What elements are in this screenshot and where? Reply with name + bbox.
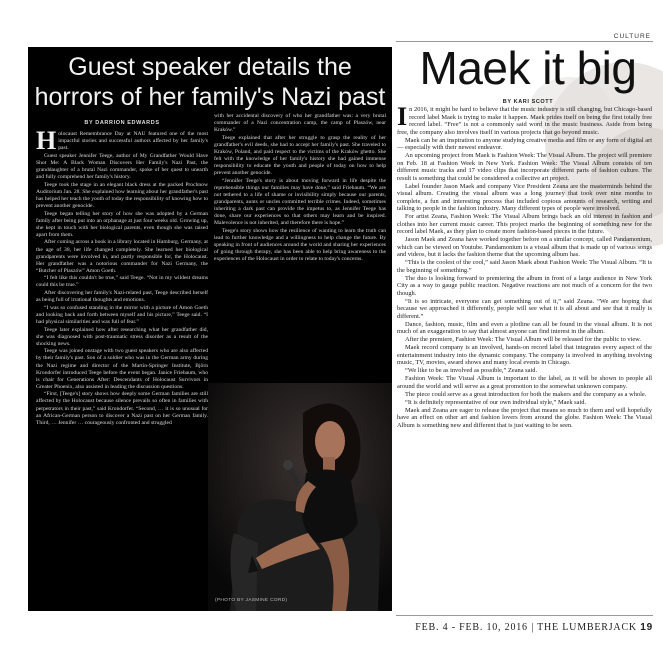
left-paragraph: Teege took the stage in an elegant black dress at the packed Prochnow Auditorium Jan. 28. She explained how learning about her grandfather's past has helped her teach the youth of today the responsibility of knowing how to prevent another genocide. <box>36 181 208 209</box>
right-paragraph: In 2016, it might be hard to believe that the music industry is still changing, but Chicago-based record label Maek is trying to make it happen. Maek prides itself on being the first totally free record label. “Free” is not a commonly said word in the music business. Aside from being free, the company also involves itself in various projects that go beyond music. <box>397 106 652 136</box>
page-footer <box>396 622 653 633</box>
right-paragraph: “We like to be as involved as possible,” Zeana said. <box>405 367 538 374</box>
right-paragraph: Maek record company is an involved, hands-on record label that integrates every aspect of the entertainment industry into the dynamic company. The company is involved in anything involving music, TV, movies, award shows and many local events in Chicago. <box>397 344 652 366</box>
left-paragraph: Teege began telling her story of how she was adopted by a German family after being put into an orphanage at just four weeks old. Growing up, she kept in touch with her biological parents, even though she was raised apart from them. <box>36 210 208 238</box>
right-paragraph: Label founder Jason Maek and company Vice President Zeana are the masterminds behind the visual album. Creating the visual album was a long journey that took over nine months to complete, a fun and interesting process that included copious amounts of research, writing and talking to people in the fashion industry. Many different types of people were involved. <box>397 182 652 212</box>
left-paragraph: “I felt like this couldn't be true,” said Teege. “Not in my wildest dreams could this be true.” <box>36 275 208 289</box>
right-paragraph: “This is the coolest of the cool,” said Jason Maek about Fashion Week: The Visual Album. “It is the beginning of something.” <box>397 259 652 274</box>
left-paragraph: Teege's story shows how the resilience of wanting to learn the truth can lead to further knowledge and a willingness to help change the future. By speaking in front of audiences around the world and sharing her experiences of going through therapy, she has been able to help bring awareness to the experiences of the Holocaust in order to relate to today's concerns. <box>214 228 386 263</box>
right-paragraph: “It is definitely representative of our own individual style,” Maek said. <box>405 398 587 406</box>
left-paragraph: Guest speaker Jennifer Teege, author of My Grandfather Would Have Shot Me: A Black Woman Discovers Her Family's Nazi Past, the granddaughter of a brutal Nazi commander, spoke of her quest to unearth and fully comprehend her family's history. <box>36 152 208 181</box>
left-paragraph: “First, [Teege's] story shows how deeply some German families are still affected by the Holocaust because silence prevails so often in families with perpetrators in their past,” said Krondorfer. “Second, … it is so unusual for an African-German person to discover a Nazi past on her German family. Third, … Jennifer … courageously confronted and struggled <box>36 391 208 426</box>
right-column <box>397 106 652 622</box>
left-paragraph: Teege explained that after her struggle to grasp the reality of her grandfather's evil deeds, she had to accept her family's past. She traveled to Kraków, Poland, and paid respect to the victims of the Kraków ghetto. She felt with the knowledge of her family's history she had gained immense responsibility to educate the youth and people of today on how to help prevent another genocide. <box>214 134 386 177</box>
right-paragraph: The piece could serve as a great introduction for both the makers and the company as a whole. <box>405 390 647 398</box>
right-byline: BY KARI SCOTT <box>502 99 554 105</box>
left-paragraph: “I was so confused standing in the mirror with a picture of Amon Goeth and looking back and forth between myself and his picture,” Teege said. “I had physical similarities and was full of fear.” <box>36 304 208 325</box>
footer-rule <box>396 615 653 616</box>
right-headline: Maek it big <box>419 42 637 94</box>
left-paragraph: with her accidental discovery of who her grandfather was: a very brutal commander of a Nazi concentration camp, the camp of Plaszów, near Kraków.” <box>214 113 386 134</box>
left-paragraph: After discovering her family's Nazi-related past, Teege described herself as being full of irrational thoughts and emotions. <box>36 290 208 304</box>
photo-credit: (PHOTO BY JASMINE CORD) <box>215 598 288 603</box>
right-paragraph: After the premiere, Fashion Week: The Visual Album will be released for the public to view. <box>405 336 641 343</box>
right-paragraph: Dance, fashion, music, film and even a plotline can all be found in the visual album. It is not much of an exaggeration to say that almost anyone can find interest in the album. <box>397 320 652 335</box>
right-dropcap: I <box>397 106 408 131</box>
footer-publication: THE LUMBERJACK <box>537 622 637 633</box>
left-paragraph: Holocaust Remembrance Day at NAU featured one of the most impactful stories and successful authors affected by her family's past. <box>36 131 208 155</box>
speaker-photo <box>208 383 392 611</box>
left-paragraph: After coming across a book in a library located in Hamburg, Germany, at the age of 38, her life changed completely. She learned her biological grandparents were involved in, and partly responsible for, the Holocaust. Her grandfather was a notorious commander for Nazi Germany, the “Butcher of Plaszów” Amon Goeth. <box>36 239 208 274</box>
right-paragraph: Fashion Week: The Visual Album is important to the label, as it will be shown to people all around the world and will serve as a great promotion to the somewhat unknown company. <box>397 375 652 390</box>
left-byline: BY DARRION EDWARDS <box>84 120 160 126</box>
right-paragraph: For artist Zeana, Fashion Week: The Visual Album brings back an old interest in fashion and clothes into her current music career. This project marks the beginning of something new for the record label Maek, as they plan to create more fashion-based pieces in the future. <box>397 213 652 235</box>
left-paragraph: Teege later explained how after researching what her grandfather did, she was diagnosed with post-traumatic stress disorder as a result of the shocking news. <box>36 326 208 347</box>
left-paragraph: Teege was joined onstage with two guest speakers who are also affected by their family's past. Son of a soldier who was in the German army during the Nazi regime and director of the Martin-Springer Institute, Björn Krondorfer introduced Teege before the event began. Janice Friebaum, who is chair for Generations After: Descendants of Holocaust Survivors in Greater Phoenix, also assisted in leading the discussion questions. <box>36 348 208 390</box>
page-number: 19 <box>640 622 653 633</box>
left-paragraph: “Jennifer Teege's story is about moving forward in life despite the reprehensible things our families may have done,” said Friebaum. “We are not tethered to a life of shame or invisibility simply because our parents, grandparents, aunts or uncles committed terrible crimes. Indeed, sometimes inheriting a dark past can provide the impetus to, as Jennifer Teege has done, share our experiences so that others may learn and be inspired. Malevolence is not inherited, and therefore there is hope.” <box>214 177 386 227</box>
left-dropcap: H <box>36 131 57 155</box>
right-paragraph: Jason Maek and Zeana have worked together before on a similar concept, called Pandamonium, which can be viewed on Youtube. Pandamonium is a visual album that is made up of various songs and videos, but it lacks the fashion theme that the upcoming album has. <box>397 236 652 258</box>
right-paragraph: “It is so intricate, everyone can get something out of it,” said Zeana. “We are hoping that because we approached it differently, people will see what it is all about and see that it really is different.” <box>397 297 652 320</box>
footer-dates: FEB. 4 - FEB. 10, 2016 <box>415 622 528 633</box>
left-column-1 <box>36 131 208 607</box>
right-paragraph: An upcoming project from Maek is Fashion Week: The Visual Album. The project will premiere on Feb. 18 at Fashion Week in New York. Fashion Week: The Visual Album consists of ten different music tracks and 17 video clips that incorporate different parts of fashion culture. The result is something that could be considered a collective art project. <box>397 152 652 182</box>
left-story-panel <box>28 47 392 611</box>
right-paragraph: Maek and Zeana are eager to release the project that means so much to them and will hopefully have an effect on other art and fashion lovers from around the globe. Fashion Week: The Visual Album is something new and different that is just waiting to be seen. <box>397 406 652 429</box>
section-label: CULTURE <box>613 33 651 40</box>
left-column-2 <box>214 113 386 375</box>
right-paragraph: The duo is looking forward to premiering the album in front of a large audience in New York City as a way to gauge public reaction. Negative reactions are not much of a concern for the two though. <box>397 274 652 297</box>
right-paragraph: Maek can be an inspiration to anyone studying creative media and film or any form of digital art — especially with their newest endeavor. <box>397 136 652 151</box>
left-headline: Guest speaker details the horrors of her family's Nazi past <box>34 53 386 111</box>
footer-separator: | <box>531 622 534 633</box>
